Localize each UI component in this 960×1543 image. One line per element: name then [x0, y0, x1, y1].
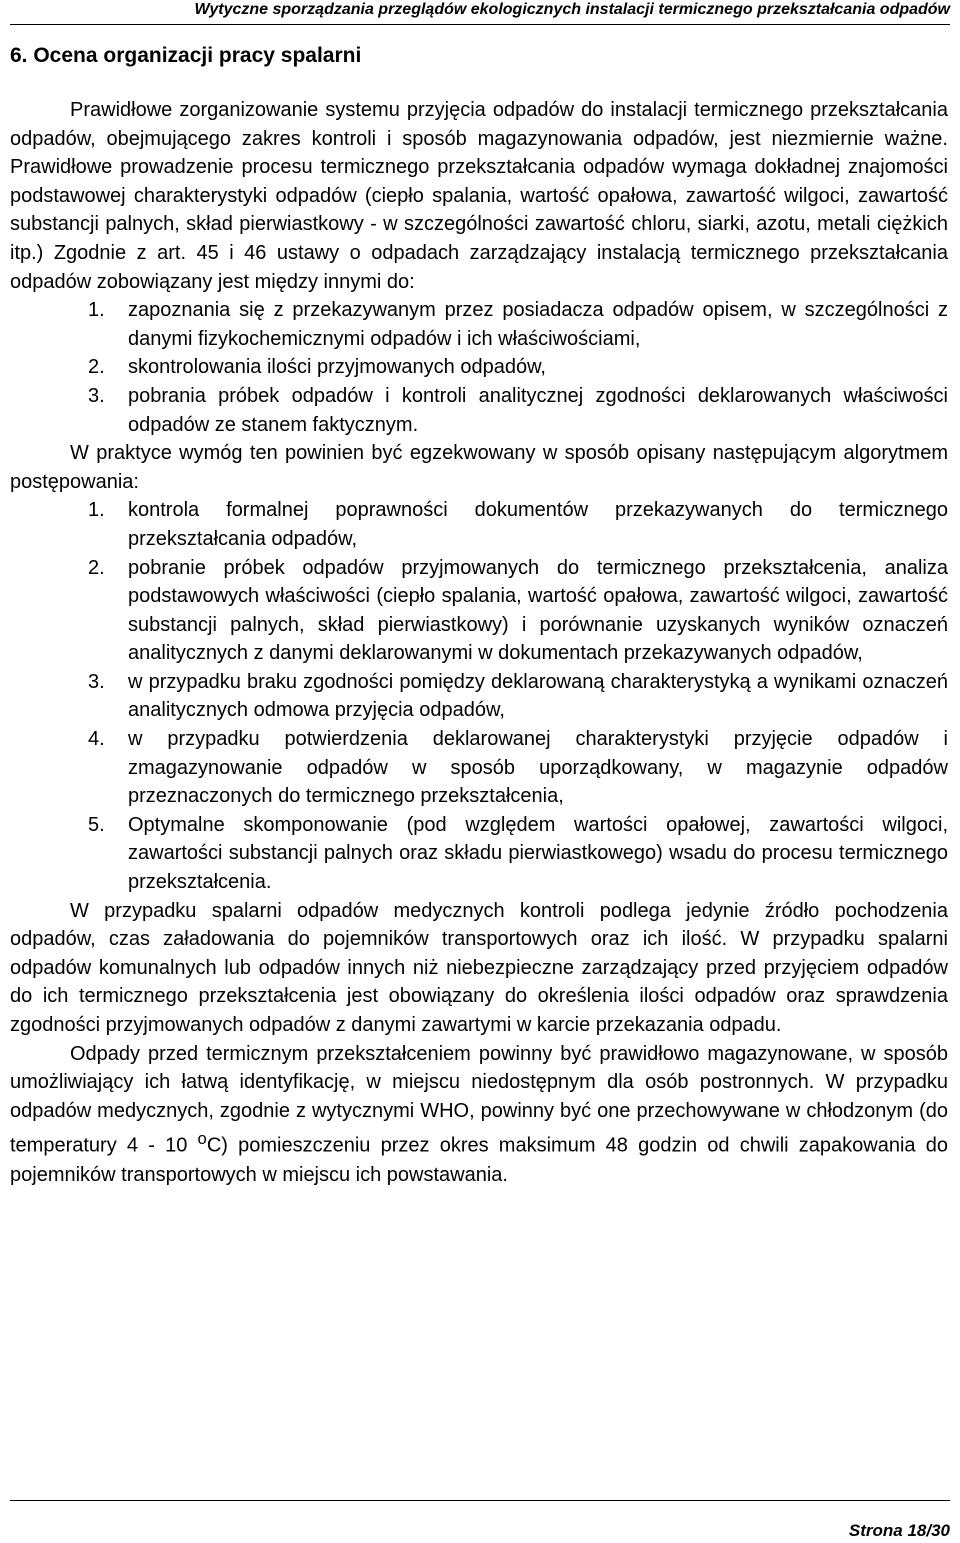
paragraph-algorithm-intro: W praktyce wymóg ten powinien być egzekwowany w sposób opisany następującym algorytmem postępowania:: [10, 442, 948, 493]
document-body: [10, 96, 948, 1189]
paragraph-medical-waste: W przypadku spalarni odpadów medycznych kontroli podlega jedynie źródło pochodzenia odpadów, czas załadowania do pojemników transportowych oraz ich ilość. W przypadku spalarni odpadów komunalnych lub odpadów innych niż niebezpieczne zarządzający przed przyjęciem odpadów do ich termicznego przekształcenia jest obowiązany do określenia ilości odpadów oraz sprawdzenia zgodności przyjmowanych odpadów z danymi zawartymi w karcie przekazania odpadu.: [10, 899, 948, 1036]
list-item-number: 3.: [88, 670, 105, 693]
list-item-text: zapoznania się z przekazywanym przez posiadacza odpadów opisem, w szczególności z danymi fizykochemicznymi odpadów i ich właściwościami,: [128, 299, 948, 350]
obligations-list: [10, 296, 948, 439]
storage-text-start: Odpady przed termicznym przekształceniem powinny być prawidłowo magazynowane, w sposób umożliwiający ich łatwą identyfikację, w miejscu niedostępnym dla osób postronnych. W przypadku odpadów medycznych, zgodnie z wytycznymi WHO, powinny być one przechowywane w chłodzonym (do temperatury 4 - 10: [10, 1042, 948, 1158]
footer-divider: [10, 1500, 950, 1501]
page-number: Strona 18/30: [848, 1521, 950, 1540]
list-item-text: Optymalne skomponowanie (pod względem wartości opałowej, zawartości wilgoci, zawartości substancji palnych oraz składu pierwiastkowego) wsadu do procesu termicznego przekształcenia.: [128, 813, 948, 894]
list-item-number: 5.: [88, 813, 105, 836]
list-item-text: kontrola formalnej poprawności dokumentów przekazywanych do termicznego przekształcania odpadów,: [128, 499, 948, 550]
list-item-text: pobranie próbek odpadów przyjmowanych do termicznego przekształcenia, analiza podstawowych właściwości (ciepło spalania, wartość opałowa, zawartość wilgoci, zawartość substancji palnych, skład pierwiastkowy) i porównanie uzyskanych wyników oznaczeń analitycznych z danymi deklarowanymi w dokumentach przekazywanych odpadów,: [128, 556, 948, 665]
section-title: 6. Ocena organizacji pracy spalarni: [10, 44, 362, 67]
list-item: [10, 811, 948, 897]
degree-superscript: o: [197, 1129, 207, 1149]
list-item: [10, 668, 948, 725]
list-item: [10, 382, 948, 439]
list-item: [10, 496, 948, 553]
list-item-text: pobrania próbek odpadów i kontroli analitycznej zgodności deklarowanych właściwości odpadów ze stanem faktycznym.: [128, 384, 948, 436]
paragraph-intro: Prawidłowe zorganizowanie systemu przyjęcia odpadów do instalacji termicznego przekształcania odpadów, obejmującego zakres kontroli i sposób magazynowania odpadów, jest niezmiernie ważne. Prawidłowe prowadzenie procesu termicznego przekształcania odpadów wymaga dokładnej znajomości podstawowej charakterystyki odpadów (ciepło spalania, wartość opałowa, zawartość wilgoci, zawartość substancji palnych, skład pierwiastkowy - w szczególności zawartość chloru, siarki, azotu, metali ciężkich itp.) Zgodnie z art. 45 i 46 ustawy o odpadach zarządzający instalacją termicznego przekształcania odpadów zobowiązany jest między innymi do:: [10, 99, 948, 293]
list-item-text: skontrolowania ilości przyjmowanych odpadów,: [128, 356, 546, 379]
list-item-number: 1.: [88, 499, 105, 522]
list-item-text: w przypadku potwierdzenia deklarowanej charakterystyki przyjęcie odpadów i zmagazynowanie odpadów w sposób uporządkowany, w magazynie odpadów przeznaczonych do termicznego przekształcenia,: [128, 728, 948, 808]
list-item-text: w przypadku braku zgodności pomiędzy deklarowaną charakterystyką a wynikami oznaczeń analitycznych odmowa przyjęcia odpadów,: [128, 670, 948, 722]
algorithm-list: [10, 496, 948, 896]
list-item: [10, 554, 948, 668]
header-divider: [10, 24, 950, 25]
list-item: [10, 353, 948, 382]
paragraph-storage: [10, 1040, 948, 1190]
list-item-number: 2.: [88, 356, 105, 379]
running-header: Wytyczne sporządzania przeglądów ekologicznych instalacji termicznego przekształcania odpadów: [194, 1, 950, 18]
list-item: [10, 725, 948, 811]
list-item-number: 4.: [88, 728, 105, 751]
list-item-number: 3.: [88, 384, 105, 407]
storage-text-end: C) pomieszczeniu przez okres maksimum 48 godzin od chwili zapakowania do pojemników transportowych w miejscu ich powstawania.: [10, 1135, 948, 1186]
list-item-number: 2.: [88, 556, 105, 579]
list-item: [10, 296, 948, 353]
list-item-number: 1.: [88, 299, 105, 322]
